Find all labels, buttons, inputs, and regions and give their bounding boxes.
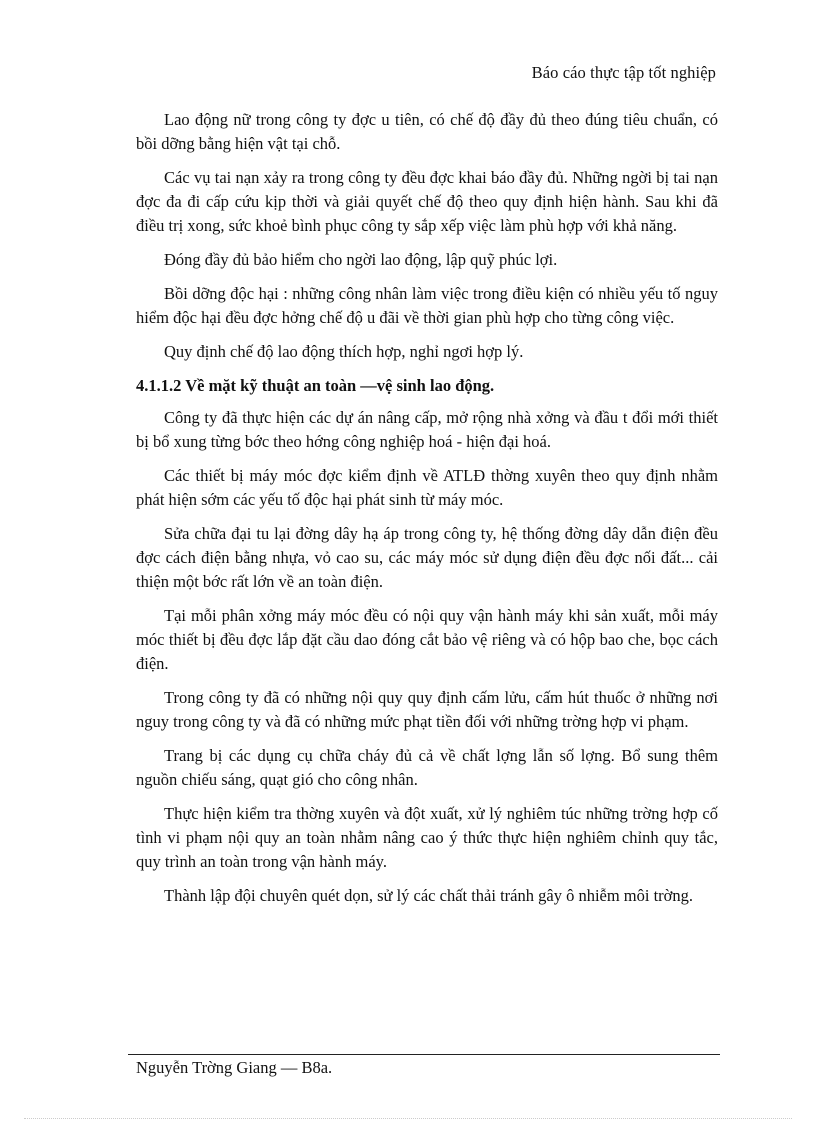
paragraph: Tại mỗi phân xởng máy móc đều có nội quy vận hành máy khi sản xuất, mỗi máy móc thiết bị đều đợc lắp đặt cầu dao đóng cắt bảo vệ riêng và có hộp bao che, bọc cách điện. xyxy=(136,606,718,673)
paragraph: Quy định chế độ lao động thích hợp, nghỉ ngơi hợp lý. xyxy=(164,342,524,361)
running-footer: Nguyễn Trờng Giang — B8a. xyxy=(136,1058,333,1077)
paragraph: Đóng đầy đủ bảo hiểm cho ngời lao động, lập quỹ phúc lợi. xyxy=(164,250,558,269)
paragraph: Thành lập đội chuyên quét dọn, sử lý các chất thải tránh gây ô nhiễm môi trờng. xyxy=(164,886,694,905)
paragraph: Lao động nữ trong công ty đợc u tiên, có chế độ đầy đủ theo đúng tiêu chuẩn, có bồi dỡng bằng hiện vật tại chỗ. xyxy=(136,110,718,153)
page-edge-dots xyxy=(24,1118,792,1119)
footer-divider xyxy=(128,1054,720,1055)
paragraph: Bồi dỡng độc hại : những công nhân làm việc trong điều kiện có nhiều yếu tố nguy hiểm độc hại đều đợc hởng chế độ u đãi về thời gian phù hợp cho từng công việc. xyxy=(136,284,718,327)
body-text xyxy=(136,108,718,918)
paragraph: Sửa chữa đại tu lại đờng dây hạ áp trong công ty, hệ thống đờng dây dẫn điện đều đợc cách điện bằng nhựa, vỏ cao su, các máy móc sử dụng điện đều đợc nối đất... cải thiện một bớc rất lớn về an toàn điện. xyxy=(136,524,718,591)
running-header: Báo cáo thực tập tốt nghiệp xyxy=(531,63,716,82)
section-heading: 4.1.1.2 Về mặt kỹ thuật an toàn —vệ sinh lao động. xyxy=(136,376,495,395)
paragraph: Trang bị các dụng cụ chữa cháy đủ cả về chất lợng lẫn số lợng. Bổ sung thêm nguồn chiếu sáng, quạt gió cho công nhân. xyxy=(136,746,718,789)
paragraph: Trong công ty đã có những nội quy quy định cấm lửu, cấm hút thuốc ở những nơi nguy trong công ty và đã có những mức phạt tiền đối với những trờng hợp vi phạm. xyxy=(136,688,718,731)
paragraph: Công ty đã thực hiện các dự án nâng cấp, mở rộng nhà xởng và đầu t đổi mới thiết bị bổ xung từng bớc theo hớng công nghiệp hoá - hiện đại hoá. xyxy=(136,408,718,451)
paragraph: Các thiết bị máy móc đợc kiểm định về ATLĐ thờng xuyên theo quy định nhằm phát hiện sớm các yếu tố độc hại phát sinh từ máy móc. xyxy=(136,466,718,509)
paragraph: Các vụ tai nạn xảy ra trong công ty đều đợc khai báo đầy đủ. Những ngời bị tai nạn đợc đa đi cấp cứu kịp thời và giải quyết chế độ theo quy định hiện hành. Sau khi đã điều trị xong, sức khoẻ bình phục công ty sắp xếp việc làm phù hợp với khả năng. xyxy=(136,168,718,235)
paragraph: Thực hiện kiểm tra thờng xuyên và đột xuất, xử lý nghiêm túc những trờng hợp cố tình vi phạm nội quy an toàn nhằm nâng cao ý thức thực hiện nghiêm chỉnh quy tắc, quy trình an toàn trong vận hành máy. xyxy=(136,804,718,871)
